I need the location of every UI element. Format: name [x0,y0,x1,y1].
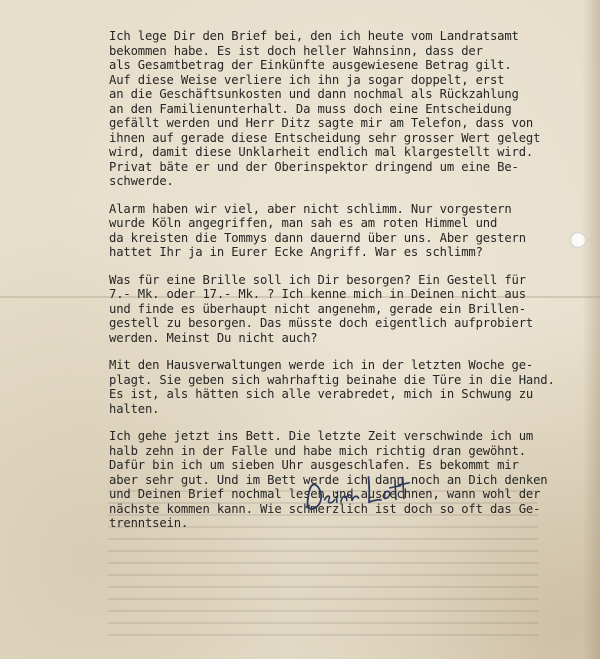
punch-hole [570,232,586,248]
letter-line: wurde Köln angegriffen, man sah es am roten Himmel und [109,216,498,230]
letter-line: 7.- Mk. oder 17.- Mk. ? Ich kenne mich in Deinen nicht aus [109,287,526,301]
letter-line: hattet Ihr ja in Eurer Ecke Angriff. War es schlimm? [109,245,483,259]
letter-line: halten. [109,401,160,416]
letter-line: bekommen habe. Es ist doch heller Wahnsinn, dass der [109,43,483,58]
letter-line: und finde es überhaupt nicht angenehm, gerade ein Brillen- [109,301,526,316]
letter-line: nächste kommen kann. Wie schmerzlich ist doch so oft das Ge- [109,501,541,516]
letter-line: Es ist, als hätten sich alle verabredet, mich in Schwung zu [109,387,534,401]
letter-line: Auf diese Weise verliere ich ihn ja sogar doppelt, erst [109,72,505,87]
letter-paragraph [109,29,567,189]
letter-line: an die Geschäftsunkosten und dann nochmal als Rückzahlung [109,87,519,101]
letter-line: Was für eine Brille soll ich Dir besorgen? Ein Gestell für [109,272,526,287]
letter-line: gefällt werden und Herr Ditz sagte mir am Telefon, dass von [109,116,534,130]
letter-line: Privat bäte er und der Oberinspektor dringend um eine Be- [109,159,519,174]
letter-line: trenntsein. [109,516,189,530]
paper-edge-shadow [582,0,600,659]
letter-line: und Deinen Brief nochmal lesen und ausrechnen, wann wohl der [109,487,541,501]
letter-line: Mit den Hausverwaltungen werde ich in der letzten Woche ge- [109,358,534,372]
letter-line: als Gesamtbetrag der Einkünfte ausgewiesene Betrag gilt. [109,58,512,72]
letter-line: plagt. Sie geben sich wahrhaftig beinahe die Türe in die Hand. [109,372,555,387]
letter-line: wird, damit diese Unklarheit endlich mal klargestellt wird. [109,145,534,159]
letter-line: halb zehn in der Falle und habe mich richtig dran gewöhnt. [109,443,526,458]
letter-line: schwerde. [109,174,174,188]
letter-line: Ich gehe jetzt ins Bett. Die letzte Zeit verschwinde ich um [109,429,534,443]
letter-line: da kreisten die Tommys dann dauernd über uns. Aber gestern [109,230,526,245]
letter-line: werden. Meinst Du nicht auch? [109,330,318,345]
letter-line: aber sehr gut. Und im Bett werde ich dann noch an Dich denken [109,472,548,487]
letter-paragraph [109,202,567,260]
letter-line: an den Familienunterhalt. Da muss doch eine Entscheidung [109,101,512,116]
letter-line: Alarm haben wir viel, aber nicht schlimm. Nur vorgestern [109,201,512,216]
letter-line: ihnen auf gerade diese Entscheidung sehr grosser Wert gelegt [109,130,541,145]
letter-paragraph [109,358,567,416]
letter-paragraph [109,273,567,346]
letter-line: gestell zu besorgen. Das müsste doch eigentlich aufprobiert [109,316,534,330]
letter-line: Dafür bin ich um sieben Uhr ausgeschlafen. Es bekommt mir [109,458,519,472]
letter-line: Ich lege Dir den Brief bei, den ich heute vom Landratsamt [109,29,519,43]
letter-body [109,29,567,544]
